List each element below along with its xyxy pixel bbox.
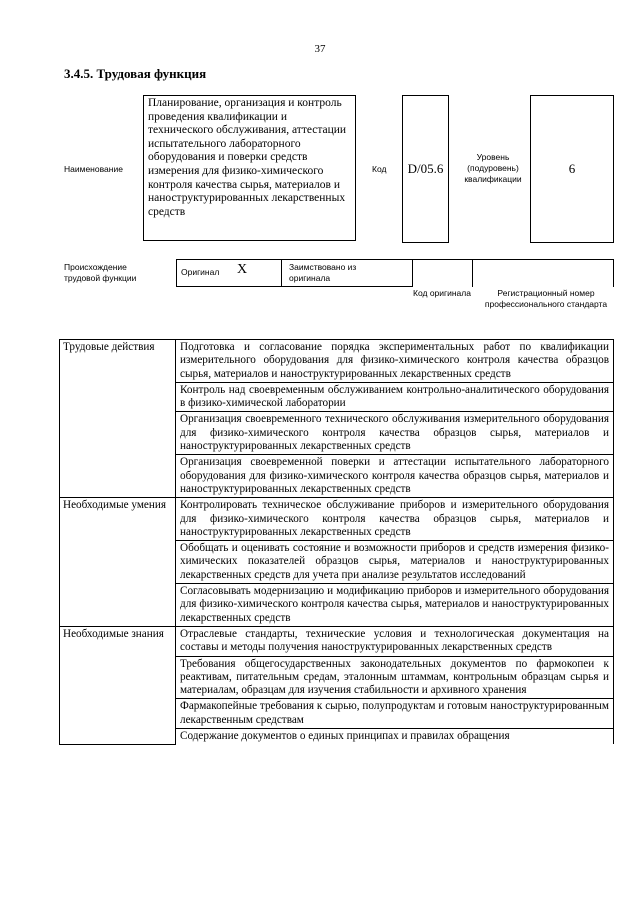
origin-label: Происхождение трудовой функции bbox=[64, 262, 137, 283]
qualification-level-value: 6 bbox=[530, 95, 614, 243]
function-name-box: Планирование, организация и контроль проведения квалификации и технического обслуживания, аттестации испытательного лабораторного оборудования и поверки средств измерения для физико-химического контроля качества сырья, материалов и наноструктурированных лекарственных средств bbox=[143, 95, 356, 241]
row-category: Трудовые действия bbox=[60, 340, 176, 498]
row-category: Необходимые знания bbox=[60, 626, 176, 744]
page-number: 37 bbox=[314, 43, 326, 55]
row-text: Организация своевременного технического обслуживания измерительного оборудования для физико-химического контроля качества образцов сырья, материалов и наноструктурированных лекарственных средств bbox=[176, 412, 614, 455]
row-category: Необходимые умения bbox=[60, 498, 176, 627]
table-row bbox=[60, 340, 614, 383]
row-text: Подготовка и согласование порядка экспериментальных работ по квалификации измерительного оборудования для физико-химического контроля качества образцов сырья, материалов и наноструктурированных лекарственных средств bbox=[176, 340, 614, 383]
original-mark: X bbox=[237, 262, 248, 277]
code-value: D/05.6 bbox=[402, 95, 449, 243]
qualification-level-label: Уровень (подуровень) квалификации bbox=[464, 152, 522, 184]
row-text: Требования общегосударственных законодательных документов по фармокопеи к реактивам, питательным средам, эталонным штаммам, контрольным образцам сырья и материалам, образцам для изучения стабильности и архивного хранения bbox=[176, 656, 614, 699]
borrowed-label: Заимствовано из оригинала bbox=[289, 262, 357, 283]
row-text: Согласовывать модернизацию и модификацию приборов и измерительного оборудования для физико-химического контроля качества сырья, материалов и наноструктурированных лекарственных средств bbox=[176, 584, 614, 627]
row-text: Организация своевременной поверки и аттестации испытательного лабораторного оборудования для физико-химического контроля качества образцов сырья, материалов и наноструктурированных лекарственных средств bbox=[176, 455, 614, 498]
row-text: Фармакопейные требования к сырью, полупродуктам и готовым наноструктурированным лекарственным средствам bbox=[176, 699, 614, 729]
table-row bbox=[60, 498, 614, 541]
row-text: Содержание документов о единых принципах и правилах обращения bbox=[176, 729, 614, 745]
function-details-table bbox=[59, 339, 614, 745]
registration-number-caption: Регистрационный номер профессионального стандарта bbox=[484, 288, 608, 309]
row-text: Обобщать и оценивать состояние и возможности приборов и средств измерения физико-химических показателей образцов сырья, материалов и наноструктурированных лекарственных средств для учета при анализе результатов исследований bbox=[176, 541, 614, 584]
row-text: Отраслевые стандарты, технические условия и технологическая документация на составы и методы получения наноструктурированных лекарственных средств bbox=[176, 626, 614, 656]
table-row bbox=[60, 626, 614, 656]
section-title: 3.4.5. Трудовая функция bbox=[64, 66, 207, 81]
original-code-caption: Код оригинала bbox=[413, 288, 471, 298]
code-label: Код bbox=[372, 164, 387, 174]
row-text: Контроль над своевременным обслуживанием контрольно-аналитического оборудования в физико-химической лаборатории bbox=[176, 382, 614, 412]
name-label: Наименование bbox=[64, 164, 123, 174]
row-text: Контролировать техническое обслуживание приборов и измерительного оборудования для физико-химического контроля качества образцов сырья, материалов и наноструктурированных лекарственных средств bbox=[176, 498, 614, 541]
original-label: Оригинал bbox=[181, 267, 220, 277]
